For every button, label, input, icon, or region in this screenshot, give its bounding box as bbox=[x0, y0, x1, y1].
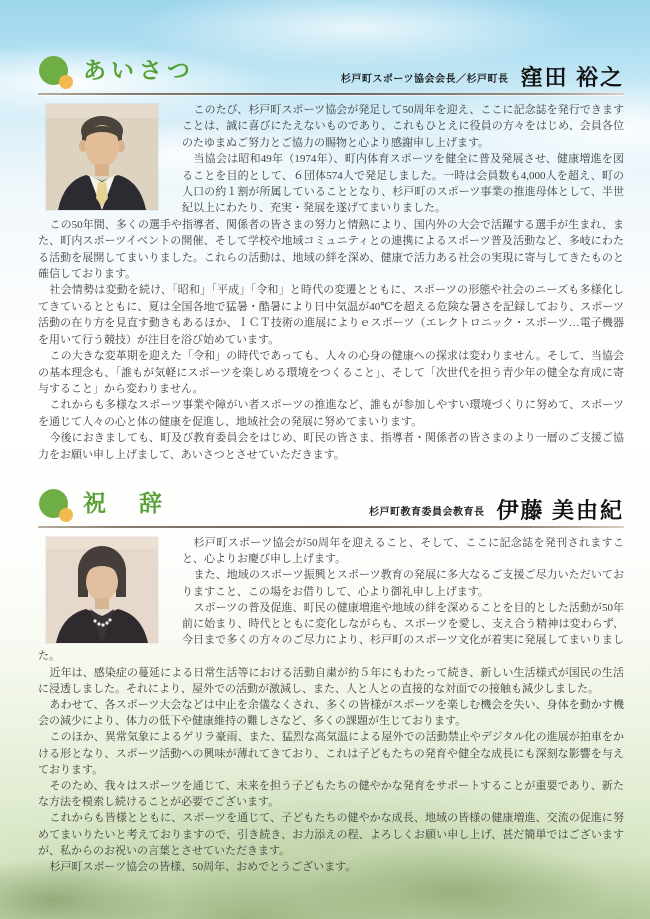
paragraph: これからも多様なスポーツ事業や障がい者スポーツの推進など、誰もが参加しやすい環境づくりに努めて、スポーツを通じて人々の心と体の健康を促進し、地域社会の発展に努めてまいります。 bbox=[38, 399, 624, 428]
orange-circle-icon bbox=[59, 508, 73, 522]
congratulation-heading: 祝 辞 bbox=[83, 489, 167, 516]
two-circles-icon bbox=[38, 54, 74, 90]
greeting-body bbox=[38, 102, 624, 463]
greeting-author-name: 窪田 裕之 bbox=[520, 65, 624, 90]
greeting-author-title: 杉戸町スポーツ協会会長／杉戸町長 bbox=[340, 74, 509, 85]
greeting-header bbox=[38, 54, 624, 90]
paragraph: 近年は、感染症の蔓延による日常生活等における活動自粛が約５年にもわたって続き、新しい生活様式が国民の生活に浸透しました。それにより、屋外での活動が激減し、また、人と人との直接的な対面での接触も減少しました。 bbox=[38, 666, 624, 695]
congratulation-author-title: 杉戸町教育委員会教育長 bbox=[368, 507, 485, 518]
greeting-author bbox=[341, 67, 624, 90]
paragraph: あわせて、各スポーツ大会などは中止を余儀なくされ、多くの皆様がスポーツを楽しむ機会を失い、身体を動かす機会の減少により、体力の低下や健康維持の難しさなど、多くの課題が生じております。 bbox=[38, 699, 624, 728]
paragraph: この大きな変革期を迎えた「令和」の時代であっても、人々の心身の健康への探求は変わりません。そして、当協会の基本理念も、「誰もが気軽にスポーツを楽しめる環境をつくること」、そして「次世代を担う青少年の健全な育成に寄与すること」から変わりません。 bbox=[38, 350, 624, 395]
congratulation-author bbox=[369, 500, 624, 523]
portrait-photo-man bbox=[46, 104, 158, 210]
two-circles-icon bbox=[38, 487, 74, 523]
greeting-heading: あいさつ bbox=[83, 56, 195, 83]
divider-rule bbox=[38, 526, 624, 528]
paragraph: 当協会は昭和49年（1974年）、町内体育スポーツを健全に普及発展させ、健康増進を図ることを目的として、６団体574人で発足しました。一時は会員数も4,000人を超え、町の人口の約１割が所属していることとなり、杉戸町のスポーツ事業の推進母体として、半世紀以上にわたり、充実・発展を遂げてまいりました。 bbox=[182, 153, 624, 215]
congratulation-heading-group bbox=[38, 487, 167, 523]
congratulation-author-name: 伊藤 美由紀 bbox=[496, 498, 624, 523]
paragraph: そのため、我々はスポーツを通じて、未来を担う子どもたちの健やかな発育をサポートすることが重要であり、新たな方法を模索し続けることが必要でございます。 bbox=[38, 780, 624, 809]
paragraph: このたび、杉戸町スポーツ協会が発足して50周年を迎え、ここに記念誌を発行できますことは、誠に喜びにたえないものであり、これもひとえに役員の方々をはじめ、会員各位のたゆまぬご努力とご協力の賜物と心より感謝申し上げます。 bbox=[182, 104, 624, 149]
paragraph: また、地域のスポーツ振興とスポーツ教育の発展に多大なるご支援ご尽力いただいておりますこと、この場をお借りして、心より御礼申し上げます。 bbox=[182, 569, 624, 598]
paragraph: スポーツの普及促進、町民の健康増進や地域の絆を深めることを目的とした活動が50年前に始まり、時代とともに変化しながらも、スポーツを愛し、支え合う精神は変わらず、今日まで多くの方々のご尽力により、杉戸町のスポーツ文化が着実に発展してまいりました。 bbox=[38, 601, 624, 663]
orange-circle-icon bbox=[59, 75, 73, 89]
section-greeting bbox=[38, 54, 624, 463]
paragraph: このほか、異常気象によるゲリラ豪雨、また、猛烈な高気温による屋外での活動禁止やデジタル化の進展が拍車をかける形となり、スポーツ活動への興味が薄れてきており、これは子どもたちの発育や健全な成長にも深刻な影響を与えております。 bbox=[38, 731, 624, 776]
paragraph: この50年間、多くの選手や指導者、関係者の皆さまの努力と情熱により、国内外の大会で活躍する選手が生まれ、また、町内スポーツイベントの開催、そして学校や地域コミュニティとの連携によるスポーツ普及活動など、多岐にわたる活動を展開してまいりました。これらの活動は、地域の絆を深め、健康で活力ある社会の実現に寄与してきたものと確信しております。 bbox=[38, 218, 624, 281]
greeting-heading-group bbox=[38, 54, 195, 90]
paragraph: 今後におきましても、町及び教育委員会をはじめ、町民の皆さま、指導者・関係者の皆さまのより一層のご支援ご協力をお願い申し上げまして、あいさつとさせていただきます。 bbox=[38, 432, 624, 461]
congratulation-header bbox=[38, 487, 624, 523]
paragraph: 杉戸町スポーツ協会の皆様、50周年、おめでとうございます。 bbox=[49, 861, 357, 874]
congratulation-body bbox=[38, 535, 624, 875]
portrait-photo-woman bbox=[46, 537, 158, 643]
paragraph: 杉戸町スポーツ協会が50周年を迎えること、そして、ここに記念誌を発刊されますこと、心よりお慶び申し上げます。 bbox=[182, 537, 624, 566]
section-congratulation bbox=[38, 487, 624, 875]
divider-rule bbox=[38, 93, 624, 95]
paragraph: 社会情勢は変動を続け、「昭和」「平成」「令和」と時代の変遷とともに、スポーツの形態や社会のニーズも多様化してきているとともに、夏は全国各地で猛暑・酷暑により日中気温が40℃を超える危険な暑さを記録しており、スポーツ活動の在り方を見直す動きもあるほか、ＩＣＴ技術の進展によりｅスポーツ（エレクトロニック・スポーツ…電子機器を用いて行う競技）が注目を浴び始めています。 bbox=[38, 284, 624, 346]
paragraph: これからも皆様とともに、スポーツを通じて、子どもたちの健やかな成長、地域の皆様の健康増進、交流の促進に努めてまいりたいと考えておりますので、引き続き、お力添えの程、よろしくお願い申し上げ、甚だ簡単ではございますが、私からのお祝いの言葉とさせていただきます。 bbox=[38, 812, 624, 857]
